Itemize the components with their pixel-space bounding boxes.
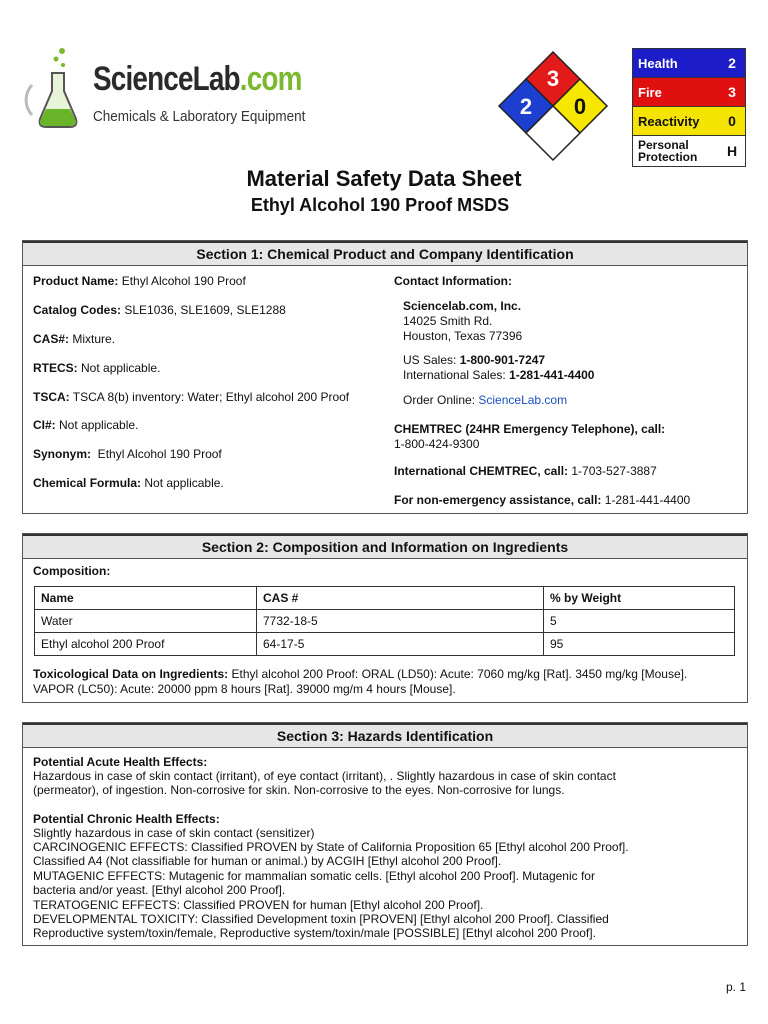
section-2: [22, 533, 748, 703]
table-cell: 95: [544, 633, 735, 656]
nfpa-health-value: 2: [519, 94, 533, 119]
table-cell: Ethyl alcohol 200 Proof: [35, 633, 257, 656]
non-emergency: For non-emergency assistance, call: 1-281-441-4400: [394, 493, 691, 507]
brand-tagline: Chemicals & Laboratory Equipment: [93, 108, 306, 125]
table-cell: 64-17-5: [257, 633, 544, 656]
page-number: p. 1: [725, 980, 746, 994]
section-1-heading: Section 1: Chemical Product and Company Identification: [23, 241, 747, 266]
chronic-effects-line: CARCINOGENIC EFFECTS: Classified PROVEN by State of California Proposition 65 [Ethyl alcohol 200 Proof].: [33, 840, 629, 854]
chemtrec-label: CHEMTREC (24HR Emergency Telephone), call:: [394, 422, 666, 436]
acute-effects-label: Potential Acute Health Effects:: [33, 755, 208, 769]
order-online: Order Online: ScienceLab.com: [403, 393, 568, 407]
chronic-effects-line: Reproductive system/toxin/female, Reproductive system/toxin/male [POSSIBLE] [Ethyl alcohol 200 Proof].: [33, 926, 596, 940]
hmis-reactivity: Reactivity 0: [633, 107, 745, 136]
page-subtitle: Ethyl Alcohol 190 Proof MSDS: [250, 195, 510, 215]
chronic-effects-line: DEVELOPMENTAL TOXICITY: Classified Development toxin [PROVEN] [Ethyl alcohol 200 Proof]. Classified: [33, 912, 609, 926]
ci-number: CI#: Not applicable.: [33, 418, 139, 432]
synonym: Synonym: Ethyl Alcohol 190 Proof: [33, 447, 222, 461]
tox-data-line-1: Toxicological Data on Ingredients: Ethyl alcohol 200 Proof: ORAL (LD50): Acute: 7060 mg/kg [Rat]. 3450 mg/kg [Mouse].: [33, 667, 688, 681]
nfpa-fire-value: 3: [546, 66, 560, 91]
composition-table: [34, 586, 735, 656]
address-line-1: 14025 Smith Rd.: [403, 314, 493, 328]
intl-chemtrec: International CHEMTREC, call: 1-703-527-3887: [394, 464, 657, 478]
hmis-health: Health 2: [633, 49, 745, 78]
tsca: TSCA: TSCA 8(b) inventory: Water; Ethyl alcohol 200 Proof: [33, 390, 350, 404]
rtecs: RTECS: Not applicable.: [33, 361, 161, 375]
brand-name: ScienceLab.com: [93, 60, 302, 98]
acute-effects-line: (permeator), of ingestion. Non-corrosive for skin. Non-corrosive to the eyes. Non-corrosive for lungs.: [33, 783, 565, 797]
hmis-protection: Personal Protection H: [633, 136, 745, 166]
table-row: [35, 633, 735, 656]
table-cell: 7732-18-5: [257, 610, 544, 633]
address-line-2: Houston, Texas 77396: [403, 329, 523, 343]
column-header: Name: [35, 587, 257, 610]
chronic-effects-line: TERATOGENIC EFFECTS: Classified PROVEN for human [Ethyl alcohol 200 Proof].: [33, 898, 484, 912]
chronic-effects-line: Slightly hazardous in case of skin contact (sensitizer): [33, 826, 315, 840]
section-3-heading: Section 3: Hazards Identification: [23, 723, 747, 748]
product-name: Product Name: Ethyl Alcohol 190 Proof: [33, 274, 246, 288]
chemical-formula: Chemical Formula: Not applicable.: [33, 476, 224, 490]
table-cell: 5: [544, 610, 735, 633]
chronic-effects-line: MUTAGENIC EFFECTS: Mutagenic for mammalian somatic cells. [Ethyl alcohol 200 Proof]. Mutagenic for: [33, 869, 595, 883]
cas-number: CAS#: Mixture.: [33, 332, 116, 346]
intl-sales: International Sales: 1-281-441-4400: [403, 368, 595, 382]
chronic-effects-line: Classified A4 (Not classifiable for human or animal.) by ACGIH [Ethyl alcohol 200 Proof].: [33, 854, 502, 868]
column-header: % by Weight: [544, 587, 735, 610]
table-cell: Water: [35, 610, 257, 633]
hmis-label: [632, 48, 746, 167]
nfpa-diamond-icon: [497, 50, 609, 164]
section-2-heading: Section 2: Composition and Information on Ingredients: [23, 534, 747, 559]
column-header: CAS #: [257, 587, 544, 610]
chemtrec-phone: 1-800-424-9300: [394, 437, 480, 451]
section-3: [22, 722, 748, 946]
table-header-row: [35, 587, 735, 610]
flask-icon: [22, 45, 92, 135]
hmis-fire: Fire 3: [633, 78, 745, 107]
order-link[interactable]: ScienceLab.com: [478, 393, 568, 407]
chronic-effects-label: Potential Chronic Health Effects:: [33, 812, 220, 826]
company-name: Sciencelab.com, Inc.: [403, 299, 522, 313]
nfpa-reactivity-value: 0: [573, 94, 587, 119]
composition-label: Composition:: [33, 564, 111, 578]
section-1: [22, 240, 748, 514]
catalog-codes: Catalog Codes: SLE1036, SLE1609, SLE1288: [33, 303, 286, 317]
page-title: Material Safety Data Sheet: [246, 166, 522, 191]
us-sales: US Sales: 1-800-901-7247: [403, 353, 546, 367]
acute-effects-line: Hazardous in case of skin contact (irritant), of eye contact (irritant), . Slightly hazardous in case of skin contact: [33, 769, 616, 783]
tox-data-line-2: VAPOR (LC50): Acute: 20000 ppm 8 hours [Rat]. 39000 mg/m 4 hours [Mouse].: [33, 682, 456, 696]
table-row: [35, 610, 735, 633]
contact-label: Contact Information:: [394, 274, 512, 288]
chronic-effects-line: bacteria and/or yeast. [Ethyl alcohol 200 Proof].: [33, 883, 286, 897]
